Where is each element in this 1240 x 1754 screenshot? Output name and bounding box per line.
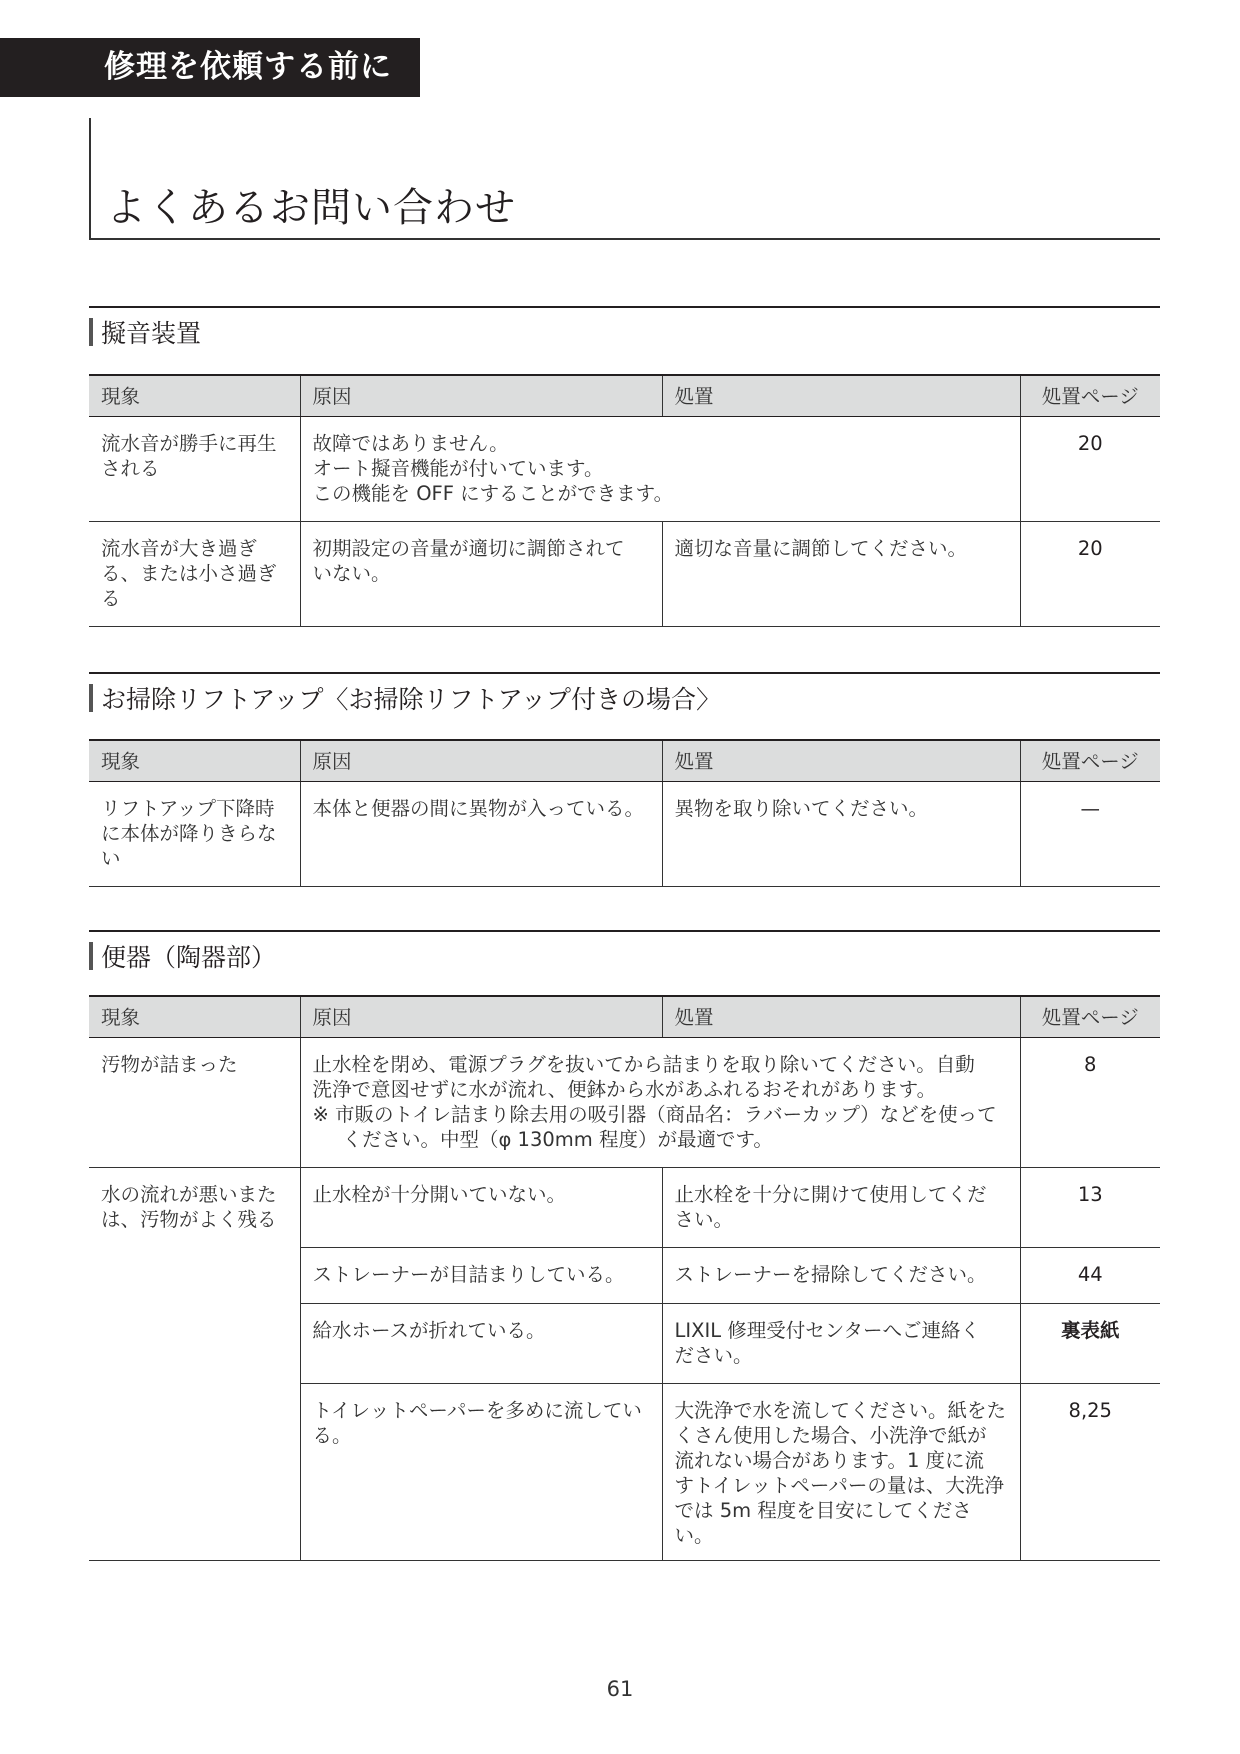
section-lift-up: [89, 672, 1160, 887]
remedy-cell: [662, 1248, 1020, 1304]
symptom-text: リフトアップ下降時 に本体が降りきらな い: [101, 797, 277, 870]
page-ref-cell: 20: [1020, 417, 1160, 522]
remedy-cell: [662, 782, 1020, 887]
section-toilet-bowl: [89, 930, 1160, 1561]
section-title: お掃除リフトアップ〈お掃除リフトアップ付きの場合〉: [101, 685, 722, 714]
page-ref-cell: 44: [1020, 1248, 1160, 1304]
header-remedy: 処置: [662, 996, 1020, 1038]
merged-cause-remedy-cell: [300, 1038, 1020, 1168]
remedy-cell: [662, 1168, 1020, 1248]
heading-bar: [89, 942, 93, 970]
section-sound-device: [89, 306, 1160, 627]
cause-cell: [300, 1168, 662, 1248]
page-ref-cell: 8: [1020, 1038, 1160, 1168]
section-heading: [89, 930, 1160, 978]
page-ref-cell: —: [1020, 782, 1160, 887]
table-header-row: [89, 996, 1160, 1038]
symptom-text: 流水音が大き過ぎ る、または小さ過ぎ る: [101, 537, 277, 610]
symptom-text: 汚物が詰まった: [101, 1053, 238, 1076]
section-heading: [89, 306, 1160, 354]
cause-text: 初期設定の音量が適切に調節されて いない。: [312, 537, 625, 585]
table-header-row: [89, 375, 1160, 417]
symptom-cell: [89, 417, 300, 522]
header-cause: 原因: [300, 996, 662, 1038]
merged-text-line: この機能を OFF にすることができます。: [312, 482, 674, 505]
header-symptom: 現象: [89, 375, 300, 417]
symptom-cell: [89, 522, 300, 627]
remedy-cell: [662, 522, 1020, 627]
page-title: よくあるお問い合わせ: [106, 185, 516, 231]
header-cause: 原因: [300, 740, 662, 782]
symptom-cell: [89, 1168, 300, 1561]
header-remedy: 処置: [662, 740, 1020, 782]
header-symptom: 現象: [89, 996, 300, 1038]
header-page: 処置ページ: [1020, 740, 1160, 782]
faq-table: [89, 739, 1160, 887]
table-row: [89, 522, 1160, 627]
merged-text-line: 故障ではありません。: [312, 432, 509, 455]
page-heading: [89, 118, 1160, 240]
merged-text-line: オート擬音機能が付いています。: [312, 457, 604, 480]
section-title: 擬音装置: [101, 319, 202, 348]
symptom-cell: [89, 1038, 300, 1168]
page-ref-cell: 8,25: [1020, 1384, 1160, 1561]
heading-bar: [89, 684, 93, 712]
note-text-continued: ください。中型（φ 130mm 程度）が最適です。: [342, 1128, 773, 1151]
cause-cell: [300, 1248, 662, 1304]
page-ref-cell: 裏表紙: [1020, 1304, 1160, 1384]
heading-bar: [89, 318, 93, 346]
cause-cell: [300, 1304, 662, 1384]
remedy-cell: [662, 1304, 1020, 1384]
cause-text: 止水栓が十分開いていない。: [312, 1183, 567, 1206]
remedy-text: LIXIL 修理受付センターへご連絡く ださい。: [674, 1319, 981, 1367]
remedy-text: 大洗浄で水を流してください。紙をた くさん使用した場合、小洗浄で紙が 流れない場合があります。1 度に流 すトイレットペーパーの量は、大洗浄 では 5m 程度を目安にしてください。: [674, 1399, 1007, 1547]
section-title: 便器（陶器部）: [101, 943, 277, 972]
page-ref-cell: 13: [1020, 1168, 1160, 1248]
symptom-text: 水の流れが悪いまた は、汚物がよく残る: [101, 1183, 277, 1231]
remedy-text: ストレーナーを掃除してください。: [674, 1263, 987, 1286]
header-page: 処置ページ: [1020, 375, 1160, 417]
symptom-cell: [89, 782, 300, 887]
remedy-text: 止水栓を十分に開けて使用してくだ さい。: [674, 1183, 987, 1231]
symptom-text: 流水音が勝手に再生 される: [101, 432, 277, 480]
remedy-text: 異物を取り除いてください。: [674, 797, 929, 820]
note-text: ※ 市販のトイレ詰まり除去用の吸引器（商品名：ラバーカップ）などを使って: [312, 1103, 997, 1126]
table-row: [89, 417, 1160, 522]
header-remedy: 処置: [662, 375, 1020, 417]
merged-cause-remedy-cell: [300, 417, 1020, 522]
merged-text: 止水栓を閉め、電源プラグを抜いてから詰まりを取り除いてください。自動 洗浄で意図せずに水が流れ、便鉢から水があふれるおそれがあります。: [312, 1053, 975, 1101]
header-symptom: 現象: [89, 740, 300, 782]
cause-cell: [300, 522, 662, 627]
table-row: [89, 1038, 1160, 1168]
page-number: 61: [606, 1677, 634, 1701]
faq-table: [89, 995, 1160, 1561]
cause-text: ストレーナーが目詰まりしている。: [312, 1263, 625, 1286]
table-row: [89, 1168, 1160, 1248]
table-row: [89, 782, 1160, 887]
cause-text: トイレットペーパーを多めに流してい る。: [312, 1399, 642, 1447]
faq-table: [89, 374, 1160, 627]
cause-cell: [300, 1384, 662, 1561]
remedy-text: 適切な音量に調節してください。: [674, 537, 968, 560]
table-header-row: [89, 740, 1160, 782]
page-ref-cell: 20: [1020, 522, 1160, 627]
header-page: 処置ページ: [1020, 996, 1160, 1038]
section-heading: [89, 672, 1160, 720]
remedy-cell: [662, 1384, 1020, 1561]
cause-text: 本体と便器の間に異物が入っている。: [312, 797, 645, 820]
chapter-banner: 修理を依頼する前に: [0, 38, 420, 97]
header-cause: 原因: [300, 375, 662, 417]
cause-cell: [300, 782, 662, 887]
cause-text: 給水ホースが折れている。: [312, 1319, 546, 1342]
